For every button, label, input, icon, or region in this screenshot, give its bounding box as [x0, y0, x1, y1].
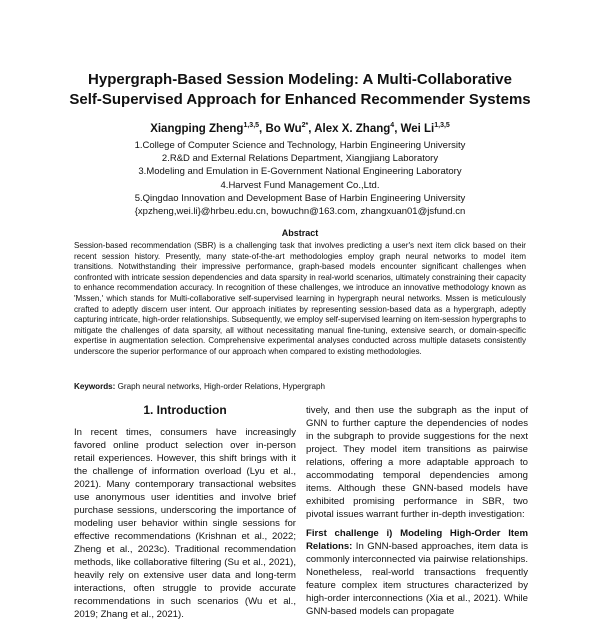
right-column: [306, 404, 528, 618]
challenge-text: In GNN-based approaches, item data is commonly interconnected via pairwise relationships. Nonetheless, real-world transactions frequently feature complex item structures characterized by high-order interconnections (Xia et al., 2021). While GNN-based models can propagate: [306, 541, 528, 617]
section-heading: 1. Introduction: [143, 403, 227, 417]
intro-paragraph-continued: tively, and then use the subgraph as the input of GNN to further capture the dependencies of nodes in the subgraph to provide suggestions for the next project. They model item transitions as pairwise relations, offering a more adaptable approach to accommodating temporal dependencies among items. Although these GNN-based models have exhibited promising performance in SBR, two pivotal issues warrant further in-depth investigation:: [306, 405, 528, 520]
author-superscript: 2*: [301, 122, 309, 129]
author-superscript: 1,3,5: [243, 122, 260, 129]
paper-title: [40, 70, 560, 110]
title-line-1: Hypergraph-Based Session Modeling: A Multi-Collaborative: [88, 71, 512, 88]
author-superscript: 1,3,5: [434, 122, 450, 129]
author-name: Alex X. Zhang: [314, 122, 391, 135]
affiliations: [40, 139, 560, 218]
author-name: Xiangping Zheng: [150, 122, 244, 135]
abstract-heading: Abstract: [281, 228, 319, 238]
author-name: Bo Wu: [265, 122, 302, 135]
challenge-heading: [306, 527, 528, 618]
left-column: [74, 400, 296, 621]
challenge-heading-text: First challenge i) Modeling High-Order Item Relations:: [306, 528, 528, 552]
affiliation-line: 1.College of Computer Science and Technology, Harbin Engineering University: [134, 140, 466, 151]
affiliation-line: 4.Harvest Fund Management Co.,Ltd.: [220, 179, 380, 191]
affiliation-line: 3.Modeling and Emulation in E-Government National Engineering Laboratory: [138, 166, 462, 178]
author-emails: {xpzheng,wei.li}@hrbeu.edu.cn, bowuchn@163.com, zhangxuan01@jsfund.cn: [134, 206, 466, 218]
abstract-text: Session-based recommendation (SBR) is a challenging task that involves predicting a user's next item click based on their recent session history. Presently, many state-of-the-art methodologies employ graph neural networks to model item transitions. Notwithstanding their impressive performance, graph-based models encounter significant challenges when confronted with intricate session dependencies and data sparsity in real-world scenarios, ultimately constraining their capacity to enhance recommendation accuracy. In recognition of these challenges, we introduce an innovative methodology known as 'Mssen,' which stands for Multi-collaborative self-supervised learning in hypergraph neural networks. Mssen is meticulously crafted to adeptly discern user intent. Our approach initiates by representing session-based data as a hypergraph, adeptly capturing intricate, high-order relationships. Subsequently, we employ self-supervised learning on item-session hypergraphs to mitigate the challenges of data sparsity, all without necessitating manual fine-tuning, extensive search, or domain-specific expertise in augmentation selection. Comprehensive experimental analyses conducted across multiple datasets consistently underscore the superior performance of our approach when compared to existing methodologies.: [74, 241, 526, 356]
affiliation-line: 5.Qingdao Innovation and Development Base of Harbin Engineering University: [134, 192, 466, 204]
affiliation-line: 2.R&D and External Relations Department, Xiangjiang Laboratory: [161, 153, 439, 165]
author-list: Xiangping Zheng$^{1,3,5}$, Bo $Wu^{2*}$, Alex X. Zhang$^4$, Wei Li$^{1,3,5}$: [150, 122, 450, 135]
title-line-2: Self-Supervised Approach for Enhanced Recommender Systems: [69, 91, 531, 108]
keywords-label: Keywords:: [74, 382, 116, 391]
keywords-text: Graph neural networks, High-order Relations, Hypergraph: [117, 382, 326, 391]
author-name: Wei Li: [400, 122, 435, 135]
intro-paragraph: In recent times, consumers have increasingly favored online product selection over in-person retail experiences. However, this shift brings with it the challenge of information overload (Lyu et al., 2021). Many contemporary transactional websites use anonymous user identities and involve brief purchase sessions, underscoring the importance of modeling user behavior within single sessions for effective recommendations (Krishnan et al., 2022; Zheng et al., 2023c). Traditional recommendation methods, like collaborative filtering (Su et al., 2021), heavily rely on extensive user data and long-term interactions, often struggle to provide accurate recommendations in such scenarios (Wu et al., 2019; Zhang et al., 2021).: [74, 427, 296, 620]
keywords: [74, 382, 526, 391]
author-superscript: 4: [390, 122, 395, 129]
